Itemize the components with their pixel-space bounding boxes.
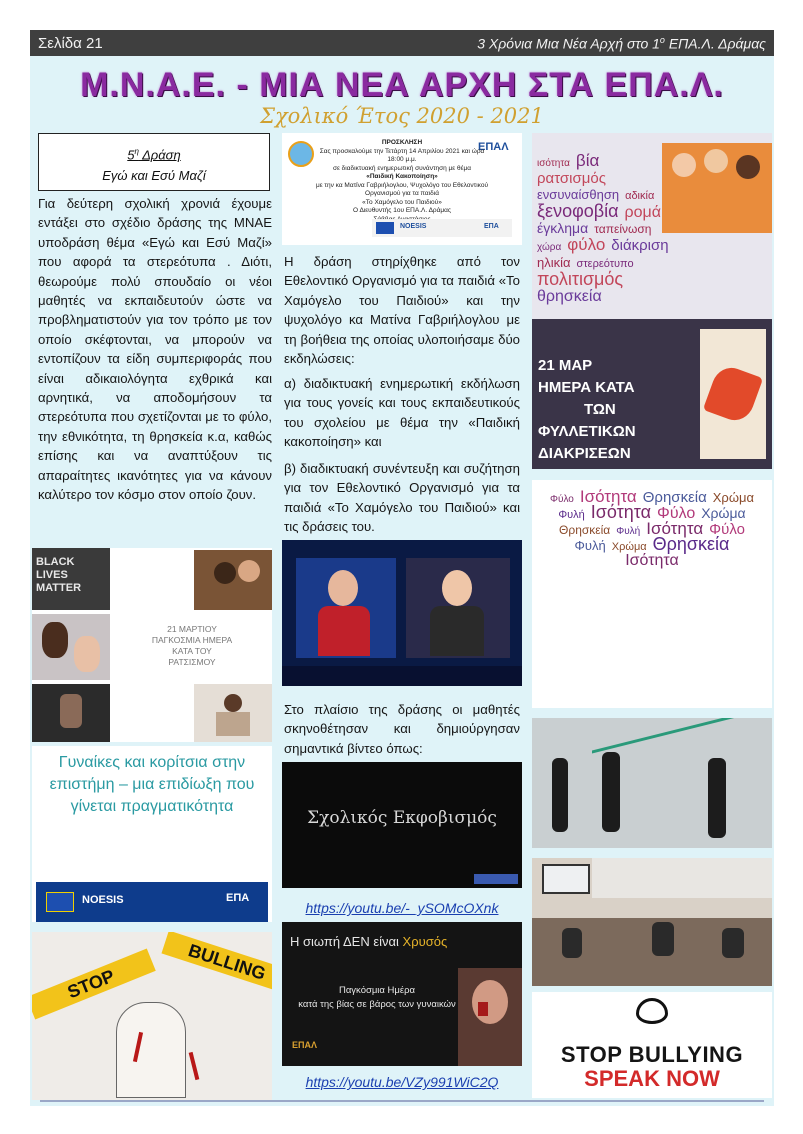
stop-bullying-poster: STOP BULLYING SPEAK NOW	[532, 992, 772, 1098]
event-item-a: α) διαδικτυακή ενημερωτική εκδήλωση για τους γονείς και τους εκπαιδευτικούς του σχολείου με θέμα την «Παιδική κακοποίηση» και	[284, 376, 520, 450]
hand-wordcloud-image	[532, 480, 772, 708]
stop-bulling-drawing: STOP BULLING	[32, 932, 272, 1100]
wordcloud-word: Ισότητα	[579, 487, 637, 506]
video-silence-thumbnail[interactable]: Η σιωπή ΔΕΝ είναι Χρυσός Παγκόσμια Ημέρα κατά της βίας σε βάρος των γυναικών ΕΠΑΛ	[282, 922, 522, 1066]
wordcloud-word: ρομά	[624, 204, 662, 221]
wordcloud-word: πολιτισμός	[537, 269, 624, 289]
wordcloud-word: ισότητα	[537, 158, 570, 169]
video-bullying-title: Σχολικός Εκφοβισμός	[307, 808, 497, 828]
invitation-poster: ΕΠΑΛ ΠΡΟΣΚΛΗΣΗ Σας προσκαλούμε την Τετάρτη 14 Απριλίου 2021 και ώρα 18:00 μ.μ. σε διαδικτυακή ενημερωτική συνάντηση με θέμα «Παιδική Κακοποίηση» με την κα Ματίνα Γαβριήλογλου, Ψυχολόγο του Εθελοντικού Οργανισμού για τα παιδιά «Το Χαμόγελο του Παιδιού» Ο Διευθυντής 1ου ΕΠΑ.Λ. Δράμας NOESIS ΕΠΑ	[282, 133, 522, 245]
interview-video-still	[282, 540, 522, 686]
wordcloud-word: θρησκεία	[537, 288, 602, 305]
wordcloud-word: Ισότητα	[590, 502, 652, 522]
support-paragraph: Η δράση στηρίχθηκε από τον Εθελοντικό Οργανισμό για τα παιδιά «Το Χαμόγελο του Παιδιού» και την ψυχολόγο κα Ματίνα Γαβριήλογλου με τη βοήθεια της οποίας υλοποιήσαμε δύο εκδηλώσεις:	[284, 254, 520, 367]
wordcloud-word: Φυλή	[616, 526, 641, 537]
hand-photo	[32, 684, 110, 742]
wordcloud-word: ρατσισμός	[537, 170, 606, 187]
eu-logos-strip: NOESIS ΕΠΑ	[36, 882, 268, 922]
wordcloud-word: ξενοφοβία	[537, 201, 619, 221]
header-tagline: 3 Χρόνια Μια Νέα Αρχή στο $1^o$ ΕΠΑ.Λ. Δράμας	[477, 34, 766, 52]
video-silence-title: Η σιωπή ΔΕΝ είναι Χρυσός	[290, 934, 448, 949]
wordcloud-word: Ισότητα	[646, 519, 704, 538]
wordcloud-word: Φυλή	[558, 509, 585, 521]
wordcloud-word: Θρησκεία	[642, 489, 707, 506]
racism-day-caption: 21 ΜΑΡΤΙΟΥ ΠΑΓΚΟΣΜΙΑ ΗΜΕΡΑ ΚΑΤΑ ΤΟΥ ΡΑΤΣΙΣΜΟΥ	[114, 614, 270, 680]
page-subtitle: Σχολικό Έτος 2020 - 2021	[260, 104, 544, 128]
couple-photo	[194, 550, 272, 610]
wordcloud-word: Φύλο	[709, 521, 745, 538]
wordcloud-word: Θρησκεία	[559, 523, 611, 537]
header-bar	[30, 30, 774, 56]
lips-icon	[636, 998, 668, 1024]
wordcloud-word: στερεότυπο	[576, 258, 634, 270]
video-bullying-thumbnail[interactable]	[282, 762, 522, 888]
women-science-text: Γυναίκες και κορίτσια στην επιστήμη – μια επιδίωξη που γίνεται πραγματικότητα	[49, 754, 255, 815]
faces-photo	[32, 614, 110, 680]
video-link-1[interactable]: https://youtu.be/-_ySOMcOXnk	[305, 900, 499, 916]
page-title: Μ.Ν.Α.Ε. - ΜΙΑ ΝΕΑ ΑΡΧΗ ΣΤΑ ΕΠΑ.Λ.	[80, 66, 724, 104]
wordcloud-word: Χρώμα	[712, 490, 754, 505]
discrimination-day-text: 21 ΜΑΡ ΗΜΕΡΑ ΚΑΤΑ ΤΩΝ ΦΥΛΛΕΤΙΚΩΝ ΔΙΑΚΡΙΣΕΩΝ	[538, 357, 636, 462]
invitation-text: ΠΡΟΣΚΛΗΣΗ Σας προσκαλούμε την Τετάρτη 14 Απριλίου 2021 και ώρα 18:00 μ.μ. σε διαδικτυακή ενημερωτική συνάντηση με θέμα «Παιδική Κακοποίηση» με την κα Ματίνα Γαβριήλογλου, Ψυχολόγο του Εθελοντικού Οργανισμού για τα παιδιά «Το Χαμόγελο του Παιδιού» Ο Διευθυντής 1ου ΕΠΑ.Λ. Δράμας	[315, 139, 489, 214]
classroom-photo	[532, 858, 772, 986]
reading-photo	[194, 684, 272, 742]
wordcloud-top-image	[532, 133, 772, 319]
women-in-science-poster	[32, 746, 272, 922]
smile-logo-icon	[288, 141, 314, 167]
event-item-b: β) διαδικτυακή συνέντευξη και συζήτηση για τον Εθελοντικό Οργανισμό για τα παιδιά «Το Χαμόγελο του Παιδιού» και τις δράσεις του.	[284, 461, 520, 535]
action-name: Εγώ και Εσύ Μαζί	[102, 168, 206, 184]
wordcloud-word: χώρα	[537, 242, 562, 253]
wordcloud-word: αδικία	[625, 190, 655, 202]
wordcloud-top	[534, 153, 674, 305]
wordcloud-word: ηλικία	[537, 255, 571, 270]
video-link-2[interactable]: https://youtu.be/VZy991WiC2Q	[305, 1074, 499, 1090]
action-number: $5^\eta$ Δράση	[127, 147, 181, 163]
wordcloud-word: Χρώμα	[701, 505, 746, 521]
footer-rule	[40, 1100, 764, 1102]
blm-image: BLACK LIVES MATTER	[32, 548, 110, 610]
action-title-box	[38, 133, 270, 191]
wordcloud-word: βία	[575, 151, 600, 170]
wordcloud-word: Φύλο	[657, 505, 696, 522]
wordcloud-hand	[542, 487, 762, 700]
video-silence-caption: Παγκόσμια Ημέρα κατά της βίας σε βάρος των γυναικών	[298, 985, 456, 1010]
students-stairs-photo	[532, 718, 772, 848]
discrimination-collage	[532, 133, 772, 469]
racism-collage	[32, 548, 272, 742]
newsletter-page	[30, 30, 774, 1106]
discrimination-day-panel	[532, 319, 772, 469]
page-number: Σελίδα 21	[38, 34, 103, 52]
wordcloud-word: Χρώμα	[611, 541, 647, 553]
wordcloud-word: Θρησκεία	[652, 534, 730, 554]
intro-paragraph: Για δεύτερη σχολική χρονιά έχουμε εντάξει στο σχέδιο δράσης της ΜΝΑΕ υποδράση θέμα «Εγώ και Εσύ Μαζί» που αφορά τα στερεότυπα . Διότι, θεωρούμε πολύ σπουδαίο οι νέοι μαθητές να εκπαιδευτούν ώστε να προβληματιστούν για τον τρόπο με τον οποίο σκέφτονται, να μπορούν να εντοπίζουν τα είδη συμπεριφοράς που είναι αδικαιολόγητα εχθρικά και αρνητικά, να αποδομήσουν τα στερεότυπα που σχετίζονται με το φύλο, την εθνικότητα, τη θρησκεία κ.α, καθώς επίσης και να αναπτύξουν τις απαραίτητες ικανότητες για να κάνουν καλύτερο τον κόσμο στον οποίο ζουν.	[38, 196, 272, 503]
wordcloud-word: έγκλημα	[537, 220, 589, 236]
invitation-logo-strip: NOESIS ΕΠΑ	[372, 219, 512, 237]
wordcloud-word: Φύλο	[550, 494, 574, 505]
wordcloud-word: διάκριση	[611, 237, 669, 254]
wordcloud-word: ενσυναίσθηση	[537, 187, 620, 202]
wordcloud-word: φύλο	[567, 235, 606, 254]
wordcloud-word: Ισότητα	[625, 552, 679, 569]
wordcloud-word: ταπείνωση	[594, 222, 652, 236]
wordcloud-word: Φυλή	[574, 538, 606, 553]
videos-paragraph: Στο πλαίσιο της δράσης οι μαθητές σκηνοθέτησαν και δημιούργησαν σημαντικά βίντεο όπως:	[284, 702, 520, 756]
